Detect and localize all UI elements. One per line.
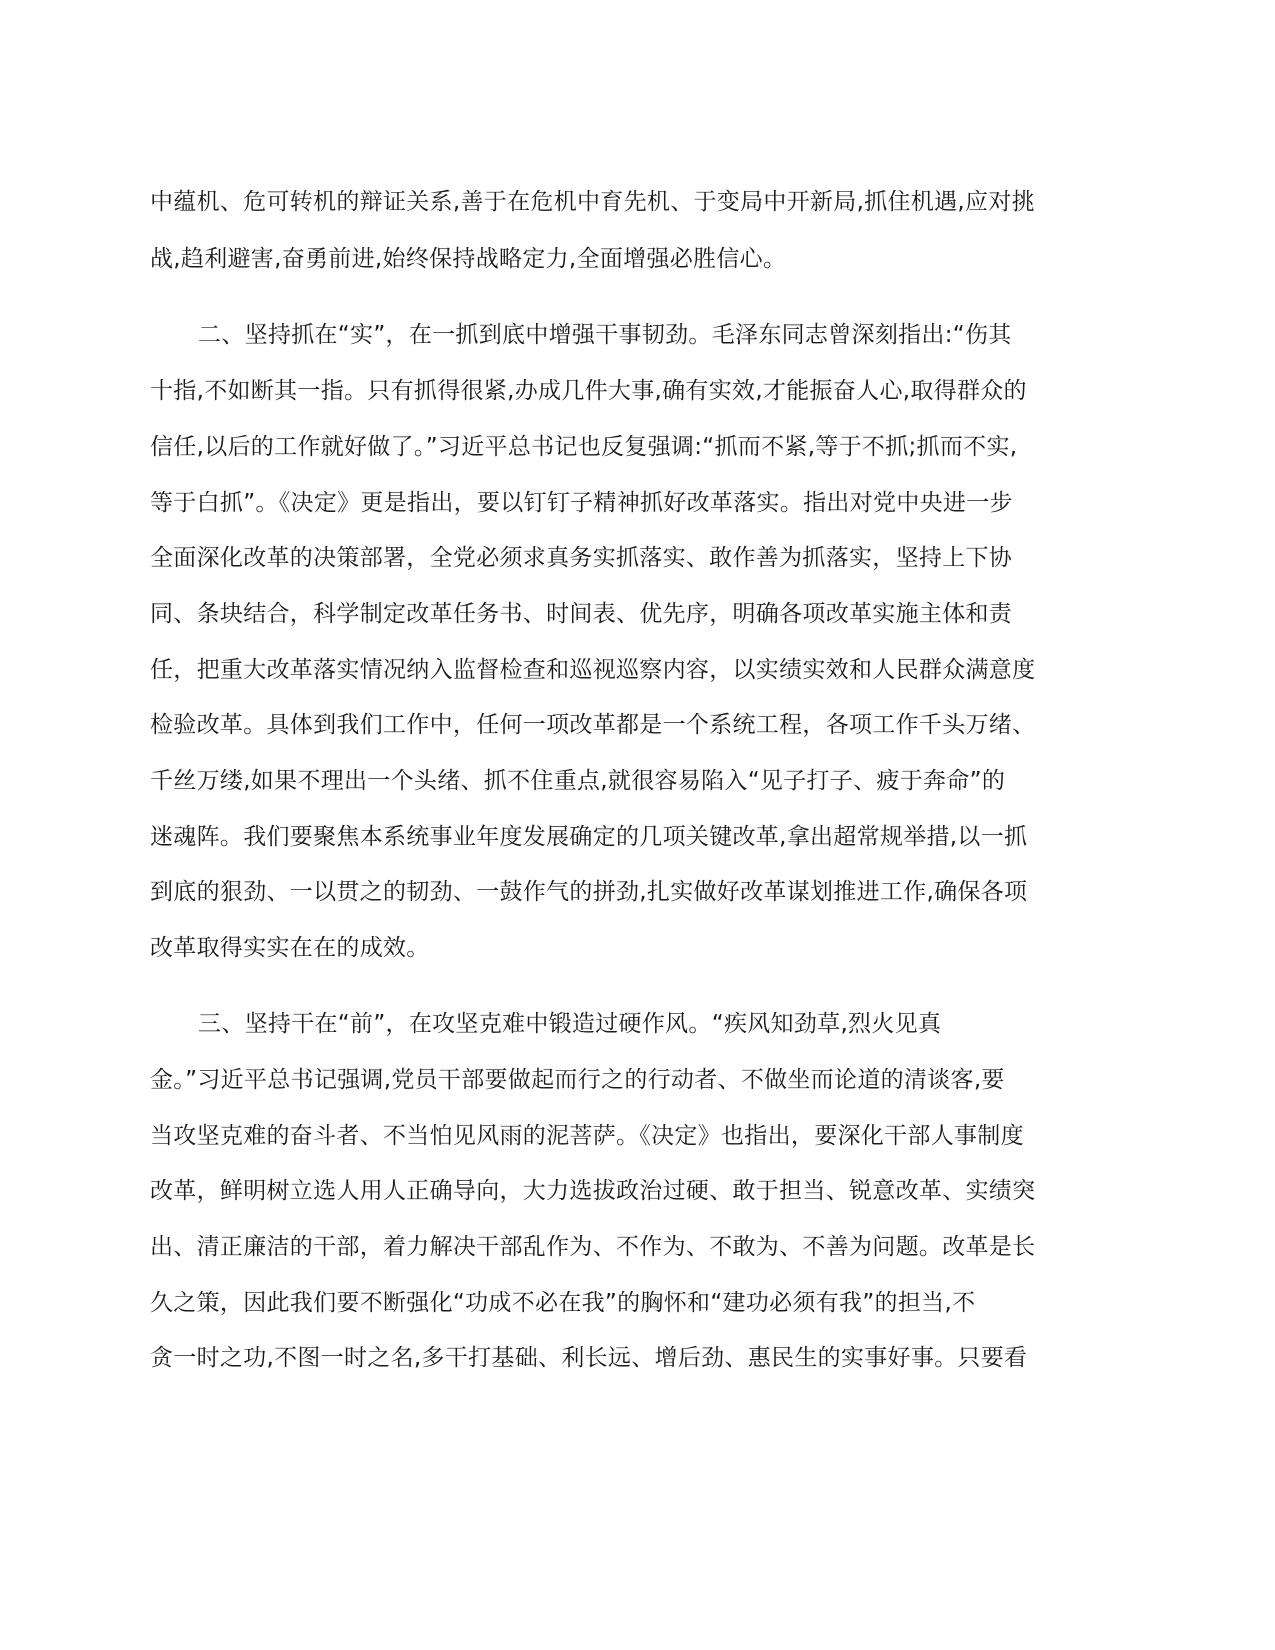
paragraph-3-line: 出、清正廉洁的干部，着力解决干部乱作为、不作为、不敢为、不善为问题。改革是长 [150,1234,1036,1260]
paragraph-3-line: 三、坚持干在“前”，在攻坚克难中锻造过硬作风。“疾风知劲草,烈火见真 [198,1011,942,1037]
paragraph-2-line: 等于白抓”。《决定》更是指出，要以钉钉子精神抓好改革落实。指出对党中央进一步 [150,490,1013,516]
paragraph-3-line: 久之策，因此我们要不断强化“功成不必在我”的胸怀和“建功必须有我”的担当,不 [150,1290,976,1316]
paragraph-2-line: 迷魂阵。我们要聚焦本系统事业年度发展确定的几项关键改革,拿出超常规举措,以一抓 [150,824,1028,850]
paragraph-2-line: 同、条块结合，科学制定改革任务书、时间表、优先序，明确各项改革实施主体和责 [150,601,1013,627]
paragraph-3-line: 贪一时之功,不图一时之名,多干打基础、利长远、增后劲、惠民生的实事好事。只要看 [150,1345,1028,1371]
paragraph-1-line: 战,趋利避害,奋勇前进,始终保持战略定力,全面增强必胜信心。 [150,246,787,272]
paragraph-2-line: 十指,不如断其一指。只有抓得很紧,办成几件大事,确有实效,才能振奋人心,取得群众的 [150,378,1027,404]
paragraph-1-line: 中蕴机、危可转机的辩证关系,善于在危机中育先机、于变局中开新局,抓住机遇,应对挑 [150,189,1035,215]
paragraph-2-line: 千丝万缕,如果不理出一个头绪、抓不住重点,就很容易陷入“见子打子、疲于奔命”的 [150,768,1006,794]
paragraph-2-line: 二、坚持抓在“实”，在一抓到底中增强干事韧劲。毛泽东同志曾深刻指出:“伤其 [198,322,1012,348]
paragraph-3-line: 金。”习近平总书记强调,党员干部要做起而行之的行动者、不做坐而论道的清谈客,要 [150,1067,1005,1093]
paragraph-2-line: 改革取得实实在在的成效。 [150,935,430,961]
paragraph-2-line: 全面深化改革的决策部署，全党必须求真务实抓落实、敢作善为抓落实，坚持上下协 [150,545,1013,571]
paragraph-2-line: 到底的狠劲、一以贯之的韧劲、一鼓作气的拼劲,扎实做好改革谋划推进工作,确保各项 [150,879,1028,905]
paragraph-2-line: 检验改革。具体到我们工作中，任何一项改革都是一个系统工程，各项工作千头万绪、 [150,712,1036,738]
paragraph-3-line: 改革，鲜明树立选人用人正确导向，大力选拔政治过硬、敢于担当、锐意改革、实绩突 [150,1178,1036,1204]
paragraph-3-line: 当攻坚克难的奋斗者、不当怕见风雨的泥菩萨。《决定》也指出，要深化干部人事制度 [150,1123,1024,1149]
paragraph-2-line: 任，把重大改革落实情况纳入监督检查和巡视巡察内容，以实绩实效和人民群众满意度 [150,657,1036,683]
paragraph-2-line: 信任,以后的工作就好做了。”习近平总书记也反复强调:“抓而不紧,等于不抓;抓而不实, [150,434,1018,460]
